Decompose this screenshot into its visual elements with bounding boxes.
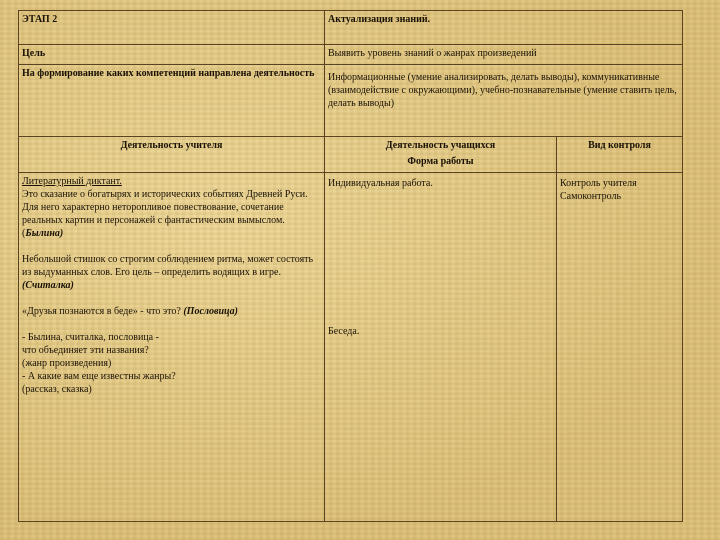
- spacer: [22, 318, 321, 331]
- goal-value-cell: [325, 45, 683, 65]
- header-teacher: Деятельность учителя: [120, 140, 223, 151]
- goal-value: Выявить уровень знаний о жанрах произведений: [328, 48, 537, 59]
- stage-label: ЭТАП 2: [22, 14, 58, 25]
- competencies-value-cell: [325, 65, 683, 137]
- goal-label-cell: [19, 45, 325, 65]
- control-teacher: Контроль учителя: [560, 178, 637, 189]
- teacher-paragraph-1: [22, 188, 321, 240]
- header-control-cell: [557, 137, 683, 173]
- stage-value: Актуализация знаний.: [328, 14, 431, 25]
- header-students-form: Форма работы: [407, 156, 474, 167]
- competencies-label: На формирование каких компетенций направлена деятельность: [22, 68, 315, 79]
- teacher-line-5: (рассказ, сказка): [22, 384, 92, 395]
- lesson-stage-table: [18, 10, 683, 522]
- teacher-p1-answer: Былина): [25, 228, 64, 239]
- teacher-paragraph-3: [22, 305, 321, 318]
- competencies-label-cell: [19, 65, 325, 137]
- header-students-activity: Деятельность учащихся: [385, 140, 496, 151]
- students-activity-cell: [325, 173, 557, 522]
- header-control: Вид контроля: [588, 140, 651, 151]
- stage-label-cell: [19, 11, 325, 45]
- teacher-p1-text: Это сказание о богатырях и исторических событиях Древней Руси. Для него характерно неторопливое повествование, сочетание реальных картин и персонажей с фантастическим вымыслом. (: [22, 189, 308, 239]
- teacher-title: Литературный диктант.: [22, 176, 122, 187]
- teacher-line-4: - А какие вам еще известны жанры?: [22, 371, 176, 382]
- teacher-paragraph-2: [22, 253, 321, 292]
- teacher-p3-text: «Друзья познаются в беде» - что это?: [22, 306, 184, 317]
- teacher-line-3: (жанр произведения): [22, 358, 112, 369]
- header-teacher-cell: [19, 137, 325, 173]
- spacer: [22, 240, 321, 253]
- header-students-cell: [325, 137, 557, 173]
- stage-value-cell: [325, 11, 683, 45]
- teacher-activity-cell: [19, 173, 325, 522]
- competencies-value: Информационные (умение анализировать, делать выводы), коммуникативные (взаимодействие с окружающими), учебно-познавательные (умение ставить цель, делать выводы): [328, 72, 677, 109]
- spacer: [22, 292, 321, 305]
- students-form-conversation: Беседа.: [328, 326, 360, 337]
- teacher-p2-text: Небольшой стишок со строгим соблюдением ритма, может состоять из выдуманных слов. Его цель – определить водящих в игре.: [22, 254, 314, 278]
- teacher-line-1: - Былина, считалка, пословица -: [22, 332, 159, 343]
- teacher-p3-answer: (Пословица): [183, 306, 238, 317]
- teacher-line-2: что объединяет эти названия?: [22, 345, 149, 356]
- control-cell: [557, 173, 683, 522]
- control-self: Самоконтроль: [560, 191, 622, 202]
- goal-label: Цель: [22, 48, 46, 59]
- students-form-individual: Индивидуальная работа.: [328, 178, 433, 189]
- teacher-p2-answer: (Считалка): [22, 280, 74, 291]
